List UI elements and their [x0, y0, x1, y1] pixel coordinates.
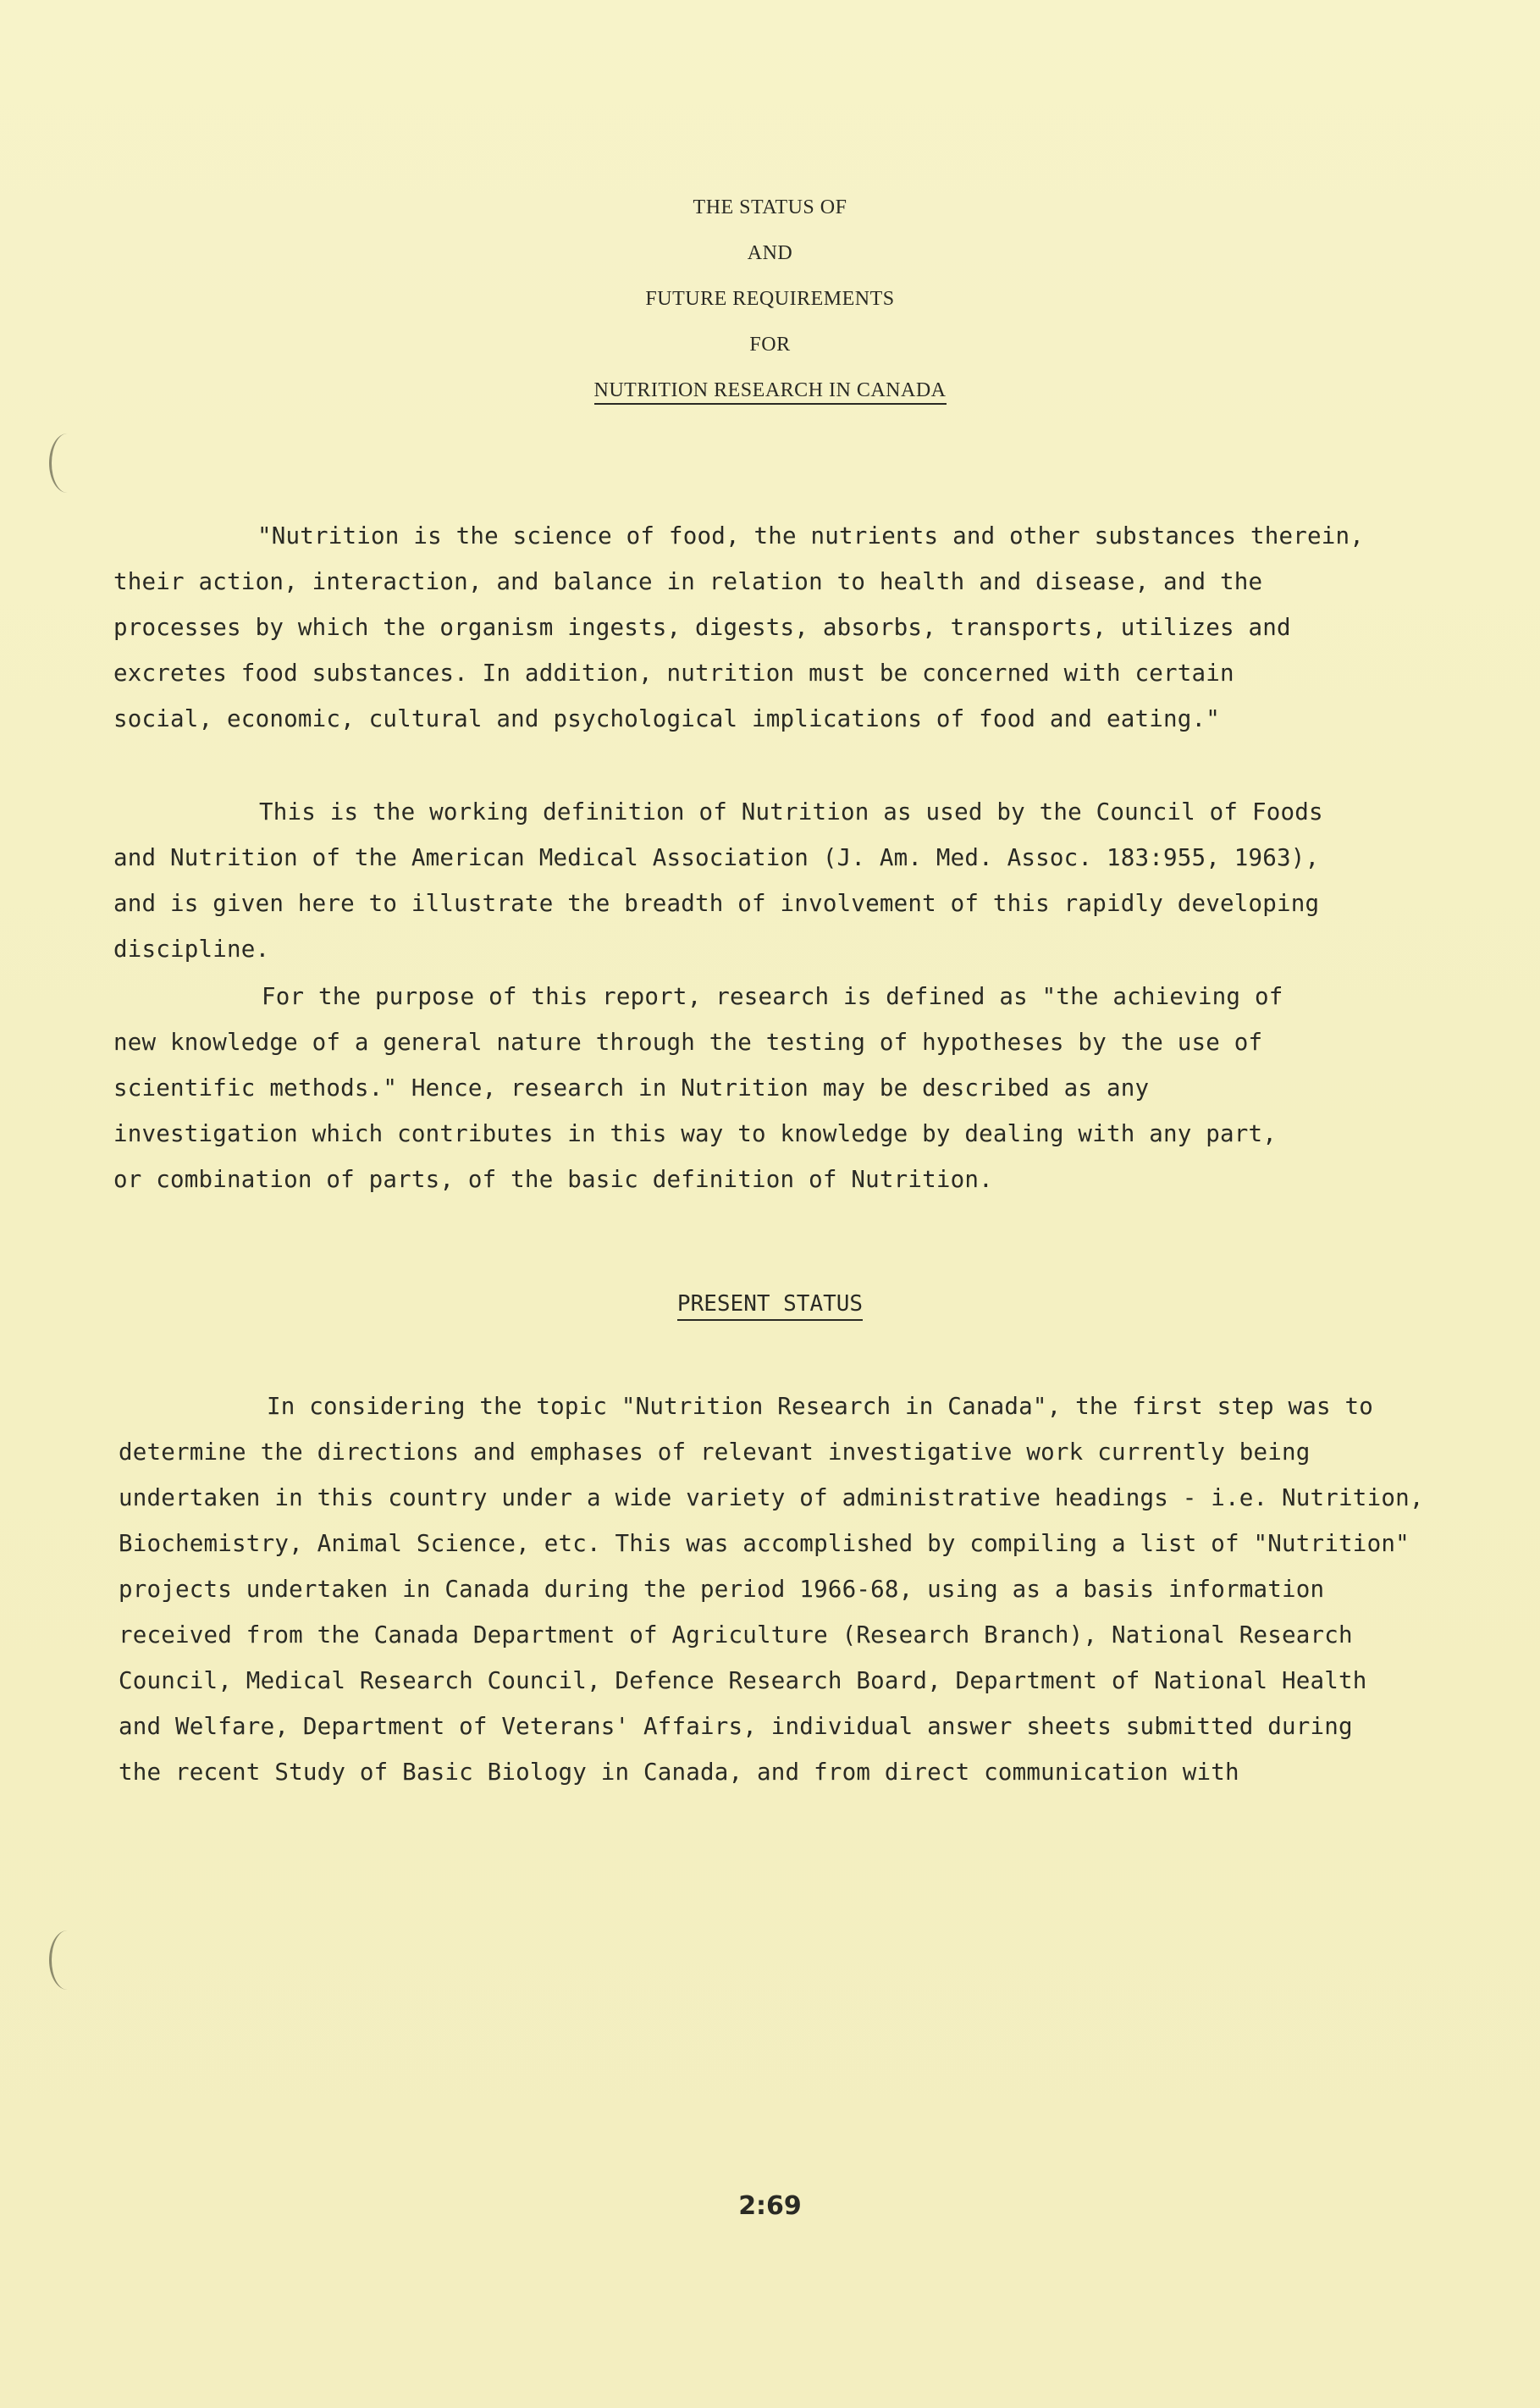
text-line: undertaken in this country under a wide variety of administrative headings - i.e. Nutrition,	[119, 1484, 1424, 1511]
paragraph-research-definition	[113, 974, 1460, 1202]
section-heading	[0, 1291, 1540, 1317]
text-line: excretes food substances. In addition, nutrition must be concerned with certain	[113, 660, 1234, 687]
section-heading-text: PRESENT STATUS	[677, 1291, 863, 1321]
text-line: investigation which contributes in this way to knowledge by dealing with any part,	[113, 1120, 1278, 1147]
text-line: and Nutrition of the American Medical Association (J. Am. Med. Assoc. 183:955, 1963),	[113, 844, 1320, 871]
title-line: FUTURE REQUIREMENTS	[645, 288, 895, 310]
punch-hole-mark	[49, 434, 86, 493]
text-line: projects undertaken in Canada during the period 1966-68, using as a basis information	[119, 1576, 1325, 1603]
text-line: and Welfare, Department of Veterans' Affairs, individual answer sheets submitted during	[119, 1713, 1353, 1740]
text-line: their action, interaction, and balance in relation to health and disease, and the	[113, 568, 1263, 595]
text-line: For the purpose of this report, research is defined as "the achieving of	[262, 983, 1283, 1010]
text-line: In considering the topic "Nutrition Research in Canada", the first step was to	[267, 1393, 1373, 1420]
title-line	[0, 367, 1540, 413]
text-line: "Nutrition is the science of food, the nutrients and other substances therein,	[257, 522, 1364, 550]
definition-quote	[113, 513, 1460, 742]
paragraph-definition-source	[113, 789, 1460, 972]
text-line: determine the directions and emphases of relevant investigative work currently being	[119, 1439, 1311, 1466]
title-line: FOR	[749, 334, 791, 356]
title-line: AND	[747, 242, 793, 264]
paragraph-present-status	[119, 1383, 1465, 1795]
text-line: Council, Medical Research Council, Defence Research Board, Department of National Health	[119, 1667, 1367, 1694]
text-line: or combination of parts, of the basic definition of Nutrition.	[113, 1166, 993, 1193]
text-line: Biochemistry, Animal Science, etc. This was accomplished by compiling a list of "Nutrition"	[119, 1530, 1410, 1557]
text-line: the recent Study of Basic Biology in Canada, and from direct communication with	[119, 1759, 1239, 1786]
punch-hole-mark	[49, 1930, 86, 1990]
text-line: scientific methods." Hence, research in Nutrition may be described as any	[113, 1074, 1150, 1102]
text-line: received from the Canada Department of Agriculture (Research Branch), National Research	[119, 1621, 1353, 1649]
text-line: social, economic, cultural and psychological implications of food and eating."	[113, 705, 1220, 732]
document-title	[0, 185, 1540, 413]
text-line: discipline.	[113, 936, 270, 963]
page-number: 2:69	[738, 2191, 802, 2221]
title-main: NUTRITION RESEARCH IN CANADA	[594, 378, 947, 405]
text-line: This is the working definition of Nutrition as used by the Council of Foods	[259, 798, 1323, 826]
text-line: new knowledge of a general nature through the testing of hypotheses by the use of	[113, 1029, 1263, 1056]
title-line: THE STATUS OF	[693, 196, 847, 218]
text-line: processes by which the organism ingests, digests, absorbs, transports, utilizes and	[113, 614, 1291, 641]
text-line: and is given here to illustrate the breadth of involvement of this rapidly developing	[113, 890, 1320, 917]
